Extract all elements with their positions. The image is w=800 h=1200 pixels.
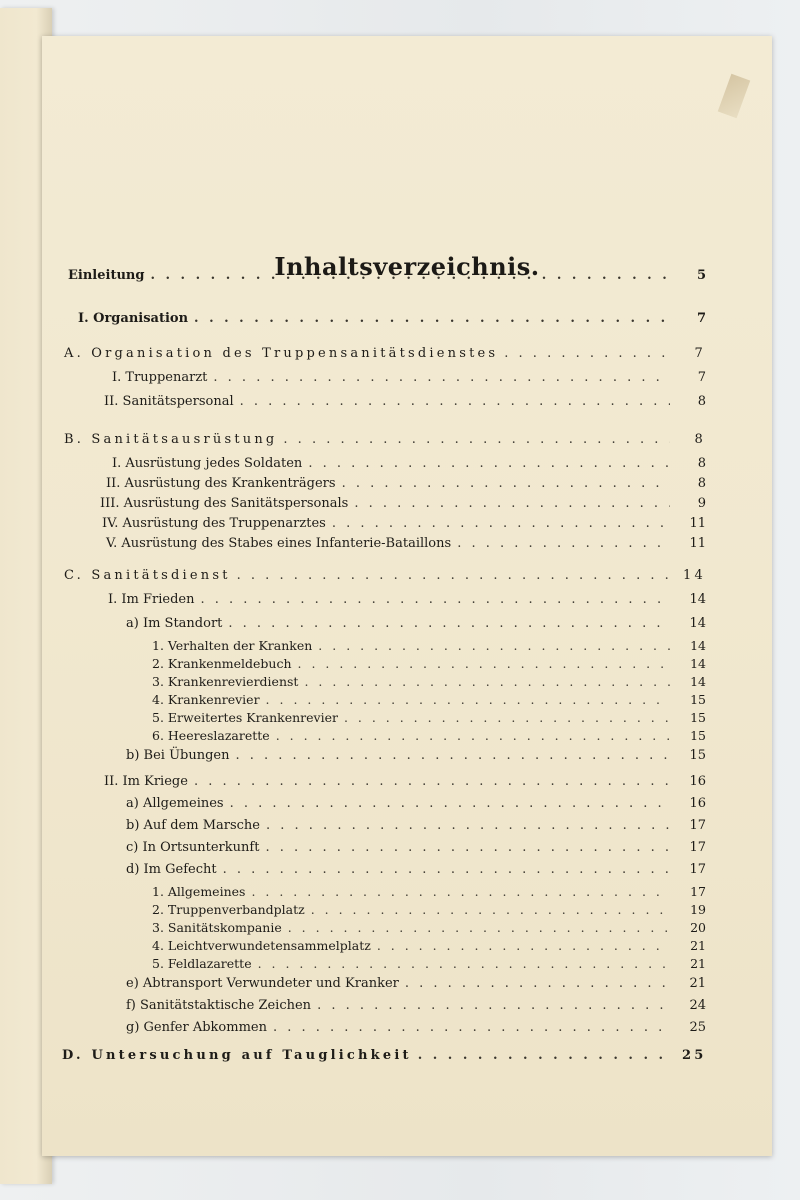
toc-label: 1. Verhalten der Kranken — [152, 638, 313, 653]
toc-label: II. Im Kriege — [104, 774, 188, 789]
toc-entry — [126, 862, 706, 877]
toc-page-number: 17 — [689, 818, 706, 833]
toc-page-number: 9 — [697, 496, 706, 511]
toc-leader — [223, 862, 670, 877]
toc-entry — [62, 1048, 707, 1063]
toc-entry — [126, 748, 706, 763]
toc-page-number: 15 — [690, 692, 706, 707]
toc-page-number: 16 — [689, 796, 706, 811]
toc-leader — [405, 976, 670, 991]
toc-entry — [64, 432, 706, 447]
toc-label: C. Sanitätsdienst — [64, 568, 231, 583]
toc-label: B. Sanitätsausrüstung — [64, 432, 278, 447]
toc-entry — [64, 568, 706, 583]
toc-label: 5. Erweitertes Krankenrevier — [152, 710, 338, 725]
toc-entry — [112, 456, 706, 471]
page-title: Inhaltsverzeichnis. — [274, 252, 540, 281]
toc-leader — [418, 1048, 670, 1063]
toc-page-number: 15 — [690, 710, 706, 725]
toc-label: IV. Ausrüstung des Truppenarztes — [102, 516, 326, 531]
toc-page-number: 17 — [689, 840, 706, 855]
toc-label: b) Bei Übungen — [126, 748, 230, 763]
toc-leader — [213, 370, 670, 385]
toc-entry — [152, 728, 706, 743]
toc-page-number: 24 — [689, 998, 706, 1013]
toc-leader — [266, 692, 670, 707]
toc-label: 4. Leichtverwundetensammelplatz — [152, 938, 371, 953]
toc-label: 4. Krankenrevier — [152, 692, 260, 707]
toc-leader — [240, 394, 670, 409]
toc-page-number: 14 — [690, 674, 706, 689]
toc-entry — [64, 346, 706, 361]
toc-label: Einleitung — [68, 268, 145, 283]
toc-page-number: 8 — [697, 456, 706, 471]
toc-page-number: 7 — [694, 346, 706, 361]
toc-leader — [354, 496, 670, 511]
toc-page-number: 14 — [689, 592, 706, 607]
toc-label: a) Im Standort — [126, 616, 223, 631]
toc-label: c) In Ortsunterkunft — [126, 840, 260, 855]
toc-label: g) Genfer Abkommen — [126, 1020, 267, 1035]
toc-label: I. Organisation — [78, 311, 189, 326]
toc-label: I. Truppenarzt — [112, 370, 208, 385]
toc-entry — [126, 976, 706, 991]
toc-entry — [152, 902, 706, 917]
toc-leader — [251, 884, 670, 899]
toc-page-number: 21 — [689, 976, 706, 991]
toc-leader — [288, 920, 670, 935]
document-page — [42, 36, 772, 1156]
toc-leader — [230, 796, 670, 811]
toc-entry — [78, 311, 706, 326]
toc-label: b) Auf dem Marsche — [126, 818, 260, 833]
toc-entry — [68, 268, 706, 283]
toc-leader — [304, 674, 670, 689]
toc-entry — [152, 956, 706, 971]
toc-entry — [152, 920, 706, 935]
toc-page-number: 14 — [690, 638, 706, 653]
toc-label: D. Untersuchung auf Tauglichkeit — [62, 1048, 412, 1063]
toc-page-number: 19 — [690, 902, 706, 917]
toc-page-number: 14 — [690, 656, 706, 671]
toc-label: 2. Truppenverbandplatz — [152, 902, 305, 917]
toc-entry — [126, 616, 706, 631]
toc-entry — [100, 496, 706, 511]
toc-entry — [126, 1020, 706, 1035]
toc-label: A. Organisation des Truppensanitätsdienstes — [64, 346, 499, 361]
toc-leader — [265, 840, 670, 855]
toc-entry — [152, 710, 706, 725]
toc-page-number: 7 — [697, 370, 706, 385]
toc-leader — [258, 956, 670, 971]
toc-label: a) Allgemeines — [126, 796, 224, 811]
toc-leader — [332, 516, 670, 531]
toc-entry — [152, 692, 706, 707]
toc-label: II. Sanitätspersonal — [104, 394, 234, 409]
toc-label: 3. Sanitätskompanie — [152, 920, 282, 935]
toc-page-number: 14 — [683, 568, 706, 583]
toc-page-number: 8 — [697, 476, 706, 491]
toc-leader — [344, 710, 670, 725]
toc-page-number: 17 — [689, 862, 706, 877]
toc-page-number: 5 — [696, 268, 706, 283]
toc-entry — [152, 638, 706, 653]
toc-entry — [108, 592, 706, 607]
toc-page-number: 8 — [697, 394, 706, 409]
toc-entry — [112, 370, 706, 385]
toc-page-number: 7 — [696, 311, 706, 326]
toc-entry — [152, 884, 706, 899]
toc-leader — [317, 998, 670, 1013]
toc-label: 5. Feldlazarette — [152, 956, 252, 971]
toc-label: e) Abtransport Verwundeter und Kranker — [126, 976, 399, 991]
toc-leader — [200, 592, 670, 607]
toc-entry — [126, 998, 706, 1013]
toc-entry — [152, 656, 706, 671]
toc-label: I. Im Frieden — [108, 592, 195, 607]
toc-label: f) Sanitätstaktische Zeichen — [126, 998, 312, 1013]
toc-leader — [342, 476, 670, 491]
toc-label: 6. Heereslazarette — [152, 728, 270, 743]
toc-leader — [308, 456, 670, 471]
toc-entry — [106, 476, 706, 491]
toc-leader — [318, 638, 670, 653]
toc-page-number: 14 — [689, 616, 706, 631]
toc-entry — [106, 536, 706, 551]
toc-leader — [298, 656, 671, 671]
worn-page-corner — [718, 74, 750, 118]
toc-entry — [152, 938, 706, 953]
toc-page-number: 11 — [689, 536, 706, 551]
toc-entry — [126, 818, 706, 833]
toc-page-number: 8 — [694, 432, 706, 447]
toc-entry — [102, 516, 706, 531]
toc-leader — [150, 268, 670, 283]
toc-page-number: 15 — [690, 728, 706, 743]
toc-page-number: 25 — [689, 1020, 706, 1035]
toc-leader — [228, 616, 670, 631]
toc-entry — [126, 796, 706, 811]
toc-label: III. Ausrüstung des Sanitätspersonals — [100, 496, 349, 511]
toc-leader — [273, 1020, 670, 1035]
toc-label: 2. Krankenmeldebuch — [152, 656, 292, 671]
toc-entry — [104, 394, 706, 409]
toc-page-number: 21 — [690, 956, 706, 971]
toc-label: I. Ausrüstung jedes Soldaten — [112, 456, 303, 471]
toc-leader — [266, 818, 670, 833]
toc-entry — [126, 840, 706, 855]
toc-leader — [235, 748, 670, 763]
toc-page-number: 20 — [690, 920, 706, 935]
toc-page-number: 25 — [682, 1048, 707, 1063]
toc-entry — [104, 774, 706, 789]
toc-label: 3. Krankenrevierdienst — [152, 674, 299, 689]
toc-page-number: 15 — [689, 748, 706, 763]
toc-label: II. Ausrüstung des Krankenträgers — [106, 476, 336, 491]
toc-leader — [276, 728, 670, 743]
toc-page-number: 17 — [690, 884, 706, 899]
toc-page-number: 11 — [689, 516, 706, 531]
toc-label: V. Ausrüstung des Stabes eines Infanterie-Bataillons — [106, 536, 452, 551]
toc-label: d) Im Gefecht — [126, 862, 217, 877]
toc-leader — [283, 432, 670, 447]
toc-entry — [152, 674, 706, 689]
toc-leader — [194, 774, 670, 789]
toc-leader — [237, 568, 670, 583]
toc-leader — [457, 536, 670, 551]
toc-leader — [194, 311, 670, 326]
toc-leader — [311, 902, 670, 917]
toc-label: 1. Allgemeines — [152, 884, 246, 899]
toc-page-number: 16 — [689, 774, 706, 789]
toc-page-number: 21 — [690, 938, 706, 953]
toc-leader — [504, 346, 670, 361]
toc-leader — [377, 938, 670, 953]
